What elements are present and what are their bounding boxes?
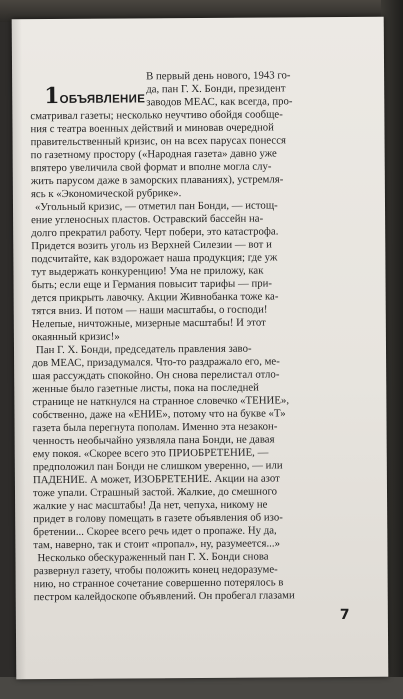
text-line: «Угольный кризис, — отметил пан Бонди, — истощ- [34,199,278,214]
text-line: ПАДЕНИЕ. А может, ИЗОБРЕТЕНИЕ. Акции на азот [32,472,280,487]
text-line: окаянный кризис!» [31,330,120,344]
text-line: тут выдержать конкуренцию! Ума не приложу, как [31,264,264,279]
text-line: жить парусом даже в заморских плаваниях), устремля- [30,173,284,188]
text-line: В первый день нового, 1943 го- [146,69,291,83]
text-line: развернул газету, чтобы положить конец недоразуме- [33,563,278,578]
text-line: жалкие у нас масштабы! Да нет, чепуха, никому не [33,498,268,513]
text-line: заводов МЕАС, как всегда, про- [146,95,293,109]
text-line: собственно, даже на «ЕНИЕ», потому что на букве «Т» [32,407,286,422]
text-line: ченность необычайно уязвляла пана Бонди, не давая [32,433,275,448]
text-line: подсчитайте, как вздорожает наша продукция; где уж [31,251,278,266]
text-line: странице не наткнулся на странное словечко «ТЕНИЕ», [32,394,290,409]
text-line: нию, но странное сочетание совершенно потерялось в [33,576,284,591]
text-line: долго прекратил работу. Черт побери, это катастрофа. [31,225,279,240]
text-line: Нелепые, ничтожные, мизерные масштабы! И этот [31,316,266,331]
text-line: сматривал газеты; несколько неучтиво обойдя сообще- [30,108,283,123]
chapter-title: ОБЪЯВЛЕНИЕ [59,93,146,106]
text-line: дется прикрыть лавочку. Акции Живнобанка тоже ка- [31,290,279,305]
background-bottom [0,677,403,699]
text-line: быть; если еще и Германия повысит тарифы — при- [31,277,273,292]
text-line: газета была перегнута пополам. Именно эта незакон- [32,420,278,435]
text-line: дов МЕАС, призадумался. Что-то раздражало его, ме- [32,355,280,370]
text-line: ясь к «Экономической рубрике». [30,187,182,201]
text-line: Придется возить уголь из Верхней Силезии — вот и [31,238,272,253]
text-line: пестром калейдоскопе объявлений. Он пробегал глазами [33,589,295,604]
text-line: ния с театра военных действий и миновав очередной [30,121,274,136]
text-line: Несколько обескураженный пан Г. Х. Бонди снова [37,550,269,565]
text-line: правительственный кризис, он на всех парусах понесся [30,134,287,149]
text-line: ение угленосных пластов. Остравский бассейн на- [31,212,264,227]
chapter-heading [44,82,145,109]
text-line: шая рассуждать спокойно. Он снова перелистал отло- [32,368,280,383]
text-line: тятся вниз. И потом — наши масштабы, о господи! [31,303,268,318]
text-line: там, наверно, так и стоит «пропал», ну, разумеется...» [33,537,281,552]
text-line: придет в голову помещать в газете объявления об изо- [33,511,283,526]
text-line: предположил пан Бонди не слишком уверенно, — или [32,459,283,474]
text-line: женные было газетные листы, пока на последней [32,381,259,396]
book-page [12,17,389,680]
text-line: впятеро увеличила свой формат и вполне могла слу- [30,160,272,175]
text-line: ему покоя. «Скорее всего это ПРИОБРЕТЕНИЕ, — [32,446,269,461]
page-gutter-shadow [12,19,27,679]
text-line: по газетному простору («Народная газета» давно уже [30,147,277,162]
chapter-number: 1 [44,82,60,110]
text-line: Пан Г. Х. Бонди, председатель правления заво- [35,342,252,357]
text-line: тоже упали. Страшный застой. Жалкие, до смешного [32,485,278,500]
text-line: да, пан Г. Х. Бонди, президент [146,82,286,96]
page-number: 7 [339,606,350,624]
text-line: бретении... Скорее всего речь идет о пропаже. Ну да, [33,524,277,539]
